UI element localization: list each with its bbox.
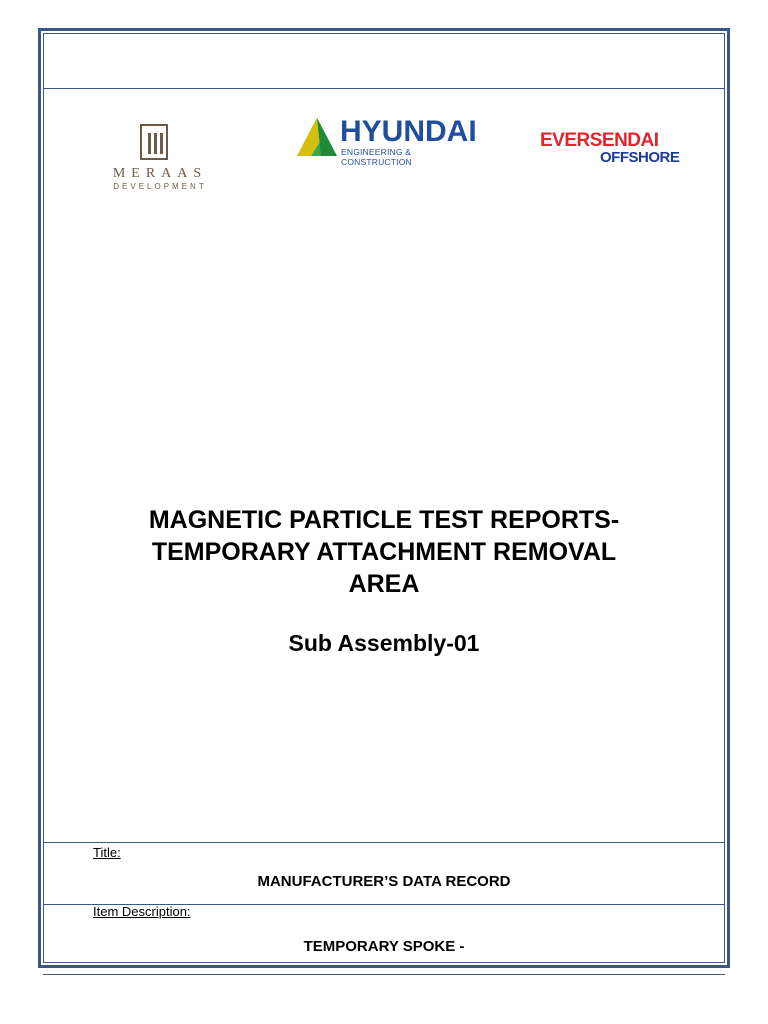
- document-subtitle: Sub Assembly-01: [288, 630, 480, 656]
- meraas-emblem-icon: [140, 124, 168, 160]
- eversendai-logo-name: EVERSENDAI: [540, 130, 659, 151]
- meraas-logo-sub: DEVELOPMENT: [113, 182, 207, 191]
- footer-divider-top: [43, 842, 725, 843]
- title-value: MANUFACTURER’S DATA RECORD: [257, 873, 511, 890]
- document-title: [60, 504, 708, 600]
- document-title-line: MAGNETIC PARTICLE TEST REPORTS-: [148, 506, 620, 534]
- title-label: Title:: [93, 845, 121, 860]
- meraas-logo: [100, 122, 220, 194]
- hyundai-logo: [297, 115, 477, 167]
- meraas-logo-name: MERAAS: [112, 166, 208, 181]
- hyundai-logo-sub: ENGINEERING & CONSTRUCTION: [341, 147, 412, 167]
- footer-divider-bottom: [43, 974, 725, 975]
- item-description-value: TEMPORARY SPOKE -: [303, 938, 465, 955]
- hyundai-triangle-icon: [297, 118, 337, 158]
- document-title-line: AREA: [348, 570, 420, 598]
- document-title-line: TEMPORARY ATTACHMENT REMOVAL: [151, 538, 617, 566]
- hyundai-logo-name: HYUNDAI: [340, 115, 477, 148]
- eversendai-logo-sub: OFFSHORE: [600, 149, 680, 166]
- header-divider: [43, 88, 725, 89]
- item-description-label: Item Description:: [93, 904, 191, 919]
- eversendai-logo: [540, 130, 680, 170]
